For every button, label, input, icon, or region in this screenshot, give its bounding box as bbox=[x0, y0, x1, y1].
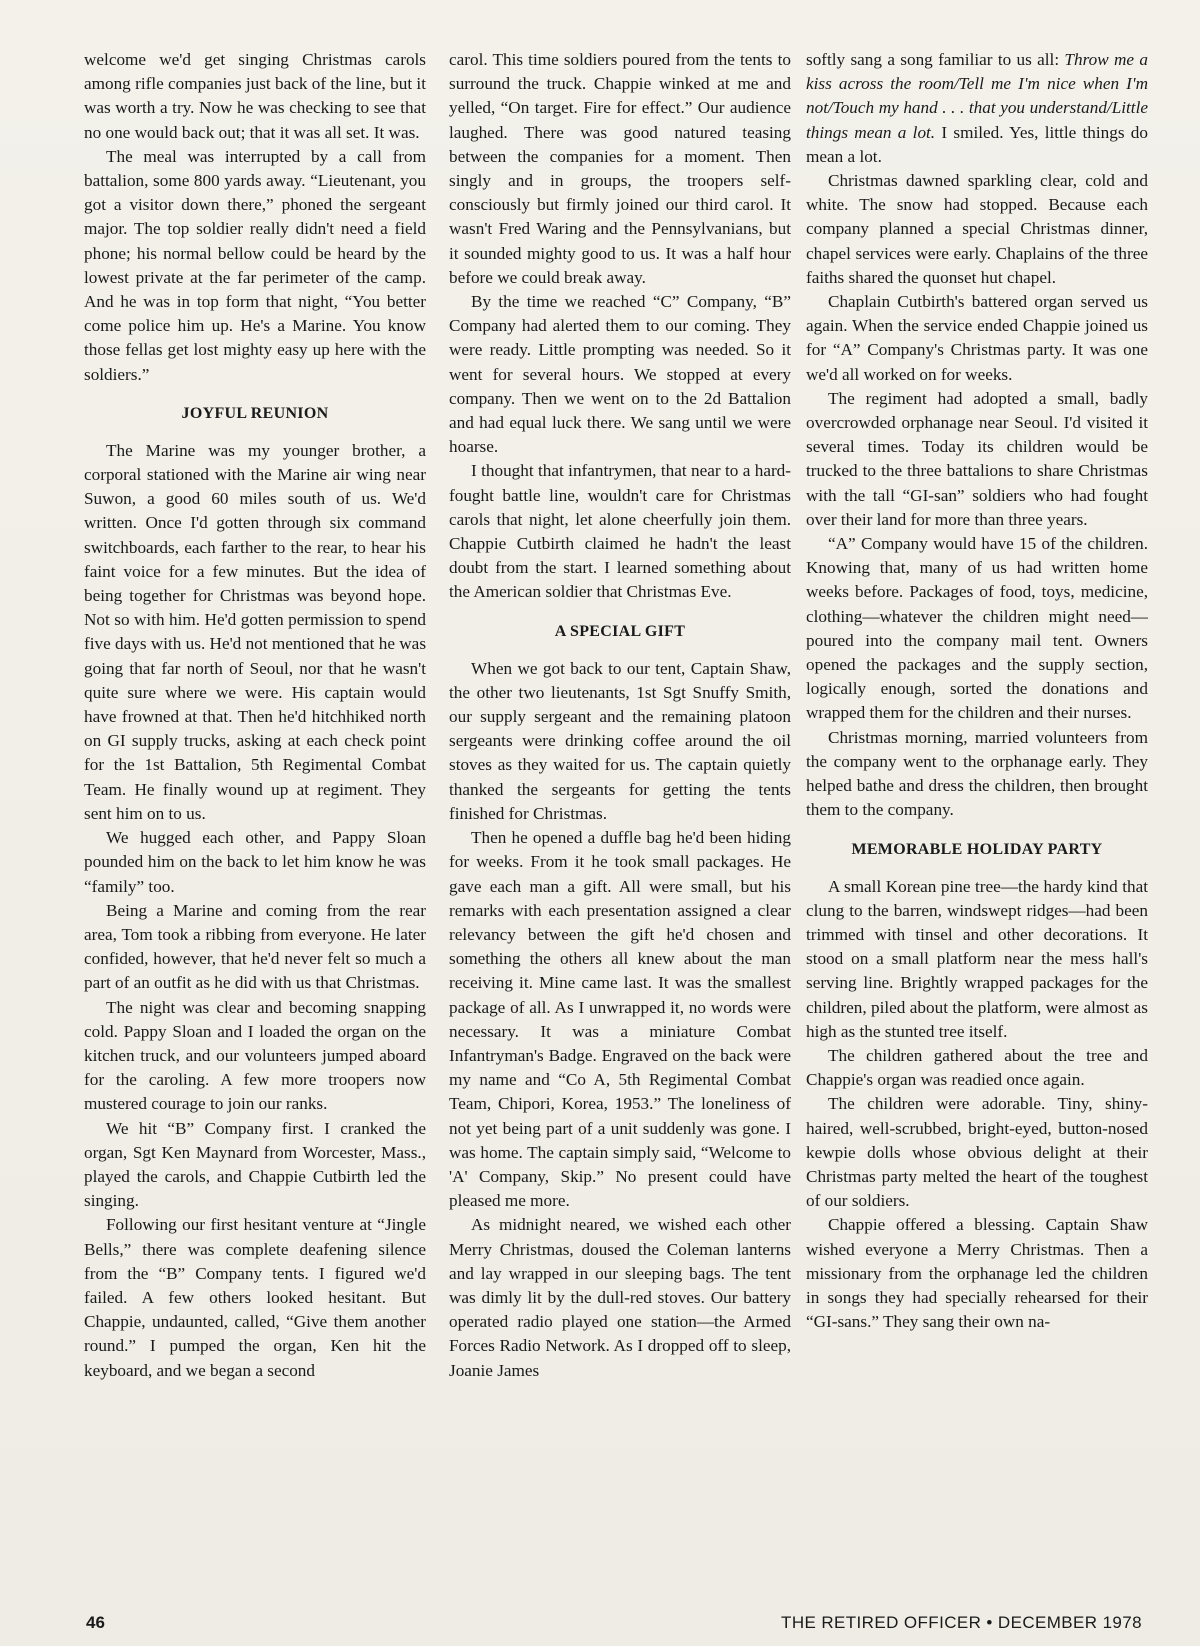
text-run: I smiled. Yes, little things do mean a lot. bbox=[806, 122, 1148, 166]
paragraph: Being a Marine and coming from the rear area, Tom took a ribbing from everyone. He later confided, however, that he'd never felt so much a part of an outfit as he did with us that Christmas. bbox=[84, 900, 426, 993]
paragraph: The children were adorable. Tiny, shiny-haired, well-scrubbed, bright-eyed, button-nosed kewpie dolls whose obvious delight at their Christmas party melted the heart of the toughest of our soldiers. bbox=[806, 1094, 1148, 1211]
paragraph: I thought that infantrymen, that near to a hard-fought battle line, wouldn't care for Christmas carols that night, let alone cheerfully join them. Chappie Cutbirth claimed he hadn't the least doubt from the start. I learned something about the American soldier that Christmas Eve. bbox=[449, 461, 791, 602]
paragraph: Christmas morning, married volunteers from the company went to the orphanage early. They helped bathe and dress the children, then brought them to the company. bbox=[806, 727, 1148, 820]
paragraph: The Marine was my younger brother, a corporal stationed with the Marine air wing near Suwon, a good 60 miles south of us. We'd written. Once I'd gotten through six command switchboards, each farther to the rear, to hear his faint voice for a few minutes. But the idea of being together for Christmas was beyond hope. Not so with him. He'd gotten permission to spend five days with us. He'd not mentioned that he was going that far north of Seoul, nor that he wasn't quite sure where we were. His captain would have frowned at that. Then he'd hitchhiked north on GI supply trucks, asking at each check point for the 1st Battalion, 5th Regimental Combat Team. He finally wound up at regiment. They sent him on to us. bbox=[84, 440, 427, 823]
paragraph: A small Korean pine tree—the hardy kind that clung to the barren, windswept ridges—had been trimmed with tinsel and other decorations. It stood on a small platform near the mess hall's serving line. Brightly wrapped packages for the children, piled about the platform, were almost as high as the stunted tree itself. bbox=[806, 876, 1148, 1041]
paragraph: carol. This time soldiers poured from the tents to surround the truck. Chappie winked at me and yelled, “On target. Fire for effect.” Our audience laughed. There was good natured teasing between the companies for a moment. Then singly and in groups, the troopers self-consciously but firmly joined our third carol. It wasn't Fred Waring and the Pennsylvanians, but it sounded mighty good to us. It was a half hour before we could break away. bbox=[449, 50, 791, 287]
column-2 bbox=[449, 48, 791, 1383]
page-number: 46 bbox=[86, 1613, 105, 1632]
section-heading-a-special-gift: A SPECIAL GIFT bbox=[554, 622, 686, 640]
paragraph: By the time we reached “C” Company, “B” Company had alerted them to our coming. They were ready. Little prompting was needed. So it went for several hours. We stopped at every company. Then we went on to the 2d Battalion and had equal luck there. We sang until we were hoarse. bbox=[449, 292, 791, 457]
paragraph: The regiment had adopted a small, badly overcrowded orphanage near Seoul. I'd visited it several times. Today its children would be trucked to the three battalions to share Christmas with the tall “GI-san” soldiers who had fought over their land for more than three years. bbox=[806, 388, 1148, 529]
section-heading-joyful-reunion: JOYFUL REUNION bbox=[181, 404, 329, 422]
paragraph: Then he opened a duffle bag he'd been hiding for weeks. From it he took small packages. He gave each man a gift. All were small, but his remarks with each presentation assigned a clear relevancy between the gift he'd chosen and something the others all knew about the man receiving it. Mine came last. It was the smallest package of all. As I unwrapped it, no words were necessary. It was a miniature Combat Infantryman's Badge. Engraved on the back were my name and “Co A, 5th Regimental Combat Team, Chipori, Korea, 1953.” The loneliness of not yet being part of a unit suddenly was gone. I was home. The captain simply said, “Welcome to 'A' Company, Skip.” No present could have pleased me more. bbox=[449, 828, 791, 1211]
text-run: softly sang a song familiar to us all: bbox=[806, 50, 1065, 69]
paragraph: As midnight neared, we wished each other Merry Christmas, doused the Coleman lanterns and lay wrapped in our sleeping bags. The tent was dimly lit by the dull-red stoves. Our battery operated radio played one station—the Armed Forces Radio Network. As I dropped off to sleep, Joanie James bbox=[449, 1215, 791, 1380]
song-lyrics: Throw me a kiss across the room/Tell me I'm nice when I'm not/Touch my hand . . . that you understand/Little things mean a lot. bbox=[806, 50, 1148, 142]
paragraph: We hugged each other, and Pappy Sloan pounded him on the back to let him know he was “family” too. bbox=[84, 828, 426, 896]
paragraph: The night was clear and becoming snapping cold. Pappy Sloan and I loaded the organ on the kitchen truck, and our volunteers jumped aboard for the caroling. A few more troopers now mustered courage to join our ranks. bbox=[84, 997, 426, 1114]
running-footer: THE RETIRED OFFICER • DECEMBER 1978 bbox=[781, 1613, 1142, 1632]
paragraph: Chappie offered a blessing. Captain Shaw wished everyone a Merry Christmas. Then a missionary from the orphanage led the children in songs they had specially rehearsed for their “GI-sans.” They sang their own na- bbox=[806, 1215, 1148, 1332]
paragraph: welcome we'd get singing Christmas carols among rifle companies just back of the line, but it was worth a try. Now he was checking to see that no one would back out; that it was all set. It was. bbox=[84, 50, 426, 142]
paragraph: The meal was interrupted by a call from battalion, some 800 yards away. “Lieutenant, you got a visitor down there,” phoned the sergeant major. The top soldier really didn't need a field phone; his normal bellow could be heard by the lowest private at the far perimeter of the camp. And he was in top form that night, “You better come police him up. He's a Marine. You know those fellas get lost mighty easy up here with the soldiers.” bbox=[84, 146, 426, 384]
paragraph: Chaplain Cutbirth's battered organ served us again. When the service ended Chappie joined us for “A” Company's Christmas party. It was one we'd all worked on for weeks. bbox=[806, 292, 1148, 384]
paragraph: The children gathered about the tree and Chappie's organ was readied once again. bbox=[806, 1045, 1148, 1090]
paragraph: We hit “B” Company first. I cranked the organ, Sgt Ken Maynard from Worcester, Mass., played the carols, and Chappie Cutbirth led the singing. bbox=[84, 1118, 426, 1211]
column-3 bbox=[806, 48, 1148, 1334]
paragraph: Christmas dawned sparkling clear, cold and white. The snow had stopped. Because each company planned a special Christmas dinner, chapel services were early. Chaplains of the three faiths shared the quonset hut chapel. bbox=[806, 171, 1148, 287]
column-1 bbox=[84, 48, 426, 1383]
paragraph: Following our first hesitant venture at “Jingle Bells,” there was complete deafening silence from the “B” Company tents. I figured we'd failed. A few others looked hesitant. But Chappie, undaunted, called, “Give them another round.” I pumped the organ, Ken hit the keyboard, and we began a second bbox=[84, 1215, 426, 1380]
section-heading-memorable-holiday-party: MEMORABLE HOLIDAY PARTY bbox=[851, 840, 1103, 858]
paragraph: “A” Company would have 15 of the children. Knowing that, many of us had written home weeks before. Packages of food, toys, medicine, clothing—whatever the children might need—poured into the company mail tent. Owners opened the packages and the supply section, logically enough, sorted the donations and wrapped them for the children and their nurses. bbox=[806, 534, 1148, 723]
paragraph: When we got back to our tent, Captain Shaw, the other two lieutenants, 1st Sgt Snuffy Smith, our supply sergeant and the remaining platoon sergeants were drinking coffee around the oil stoves as they waited for us. The captain quietly thanked the sergeants for getting the tents finished for Christmas. bbox=[449, 658, 791, 823]
paragraph-song-lyrics bbox=[806, 48, 1148, 169]
